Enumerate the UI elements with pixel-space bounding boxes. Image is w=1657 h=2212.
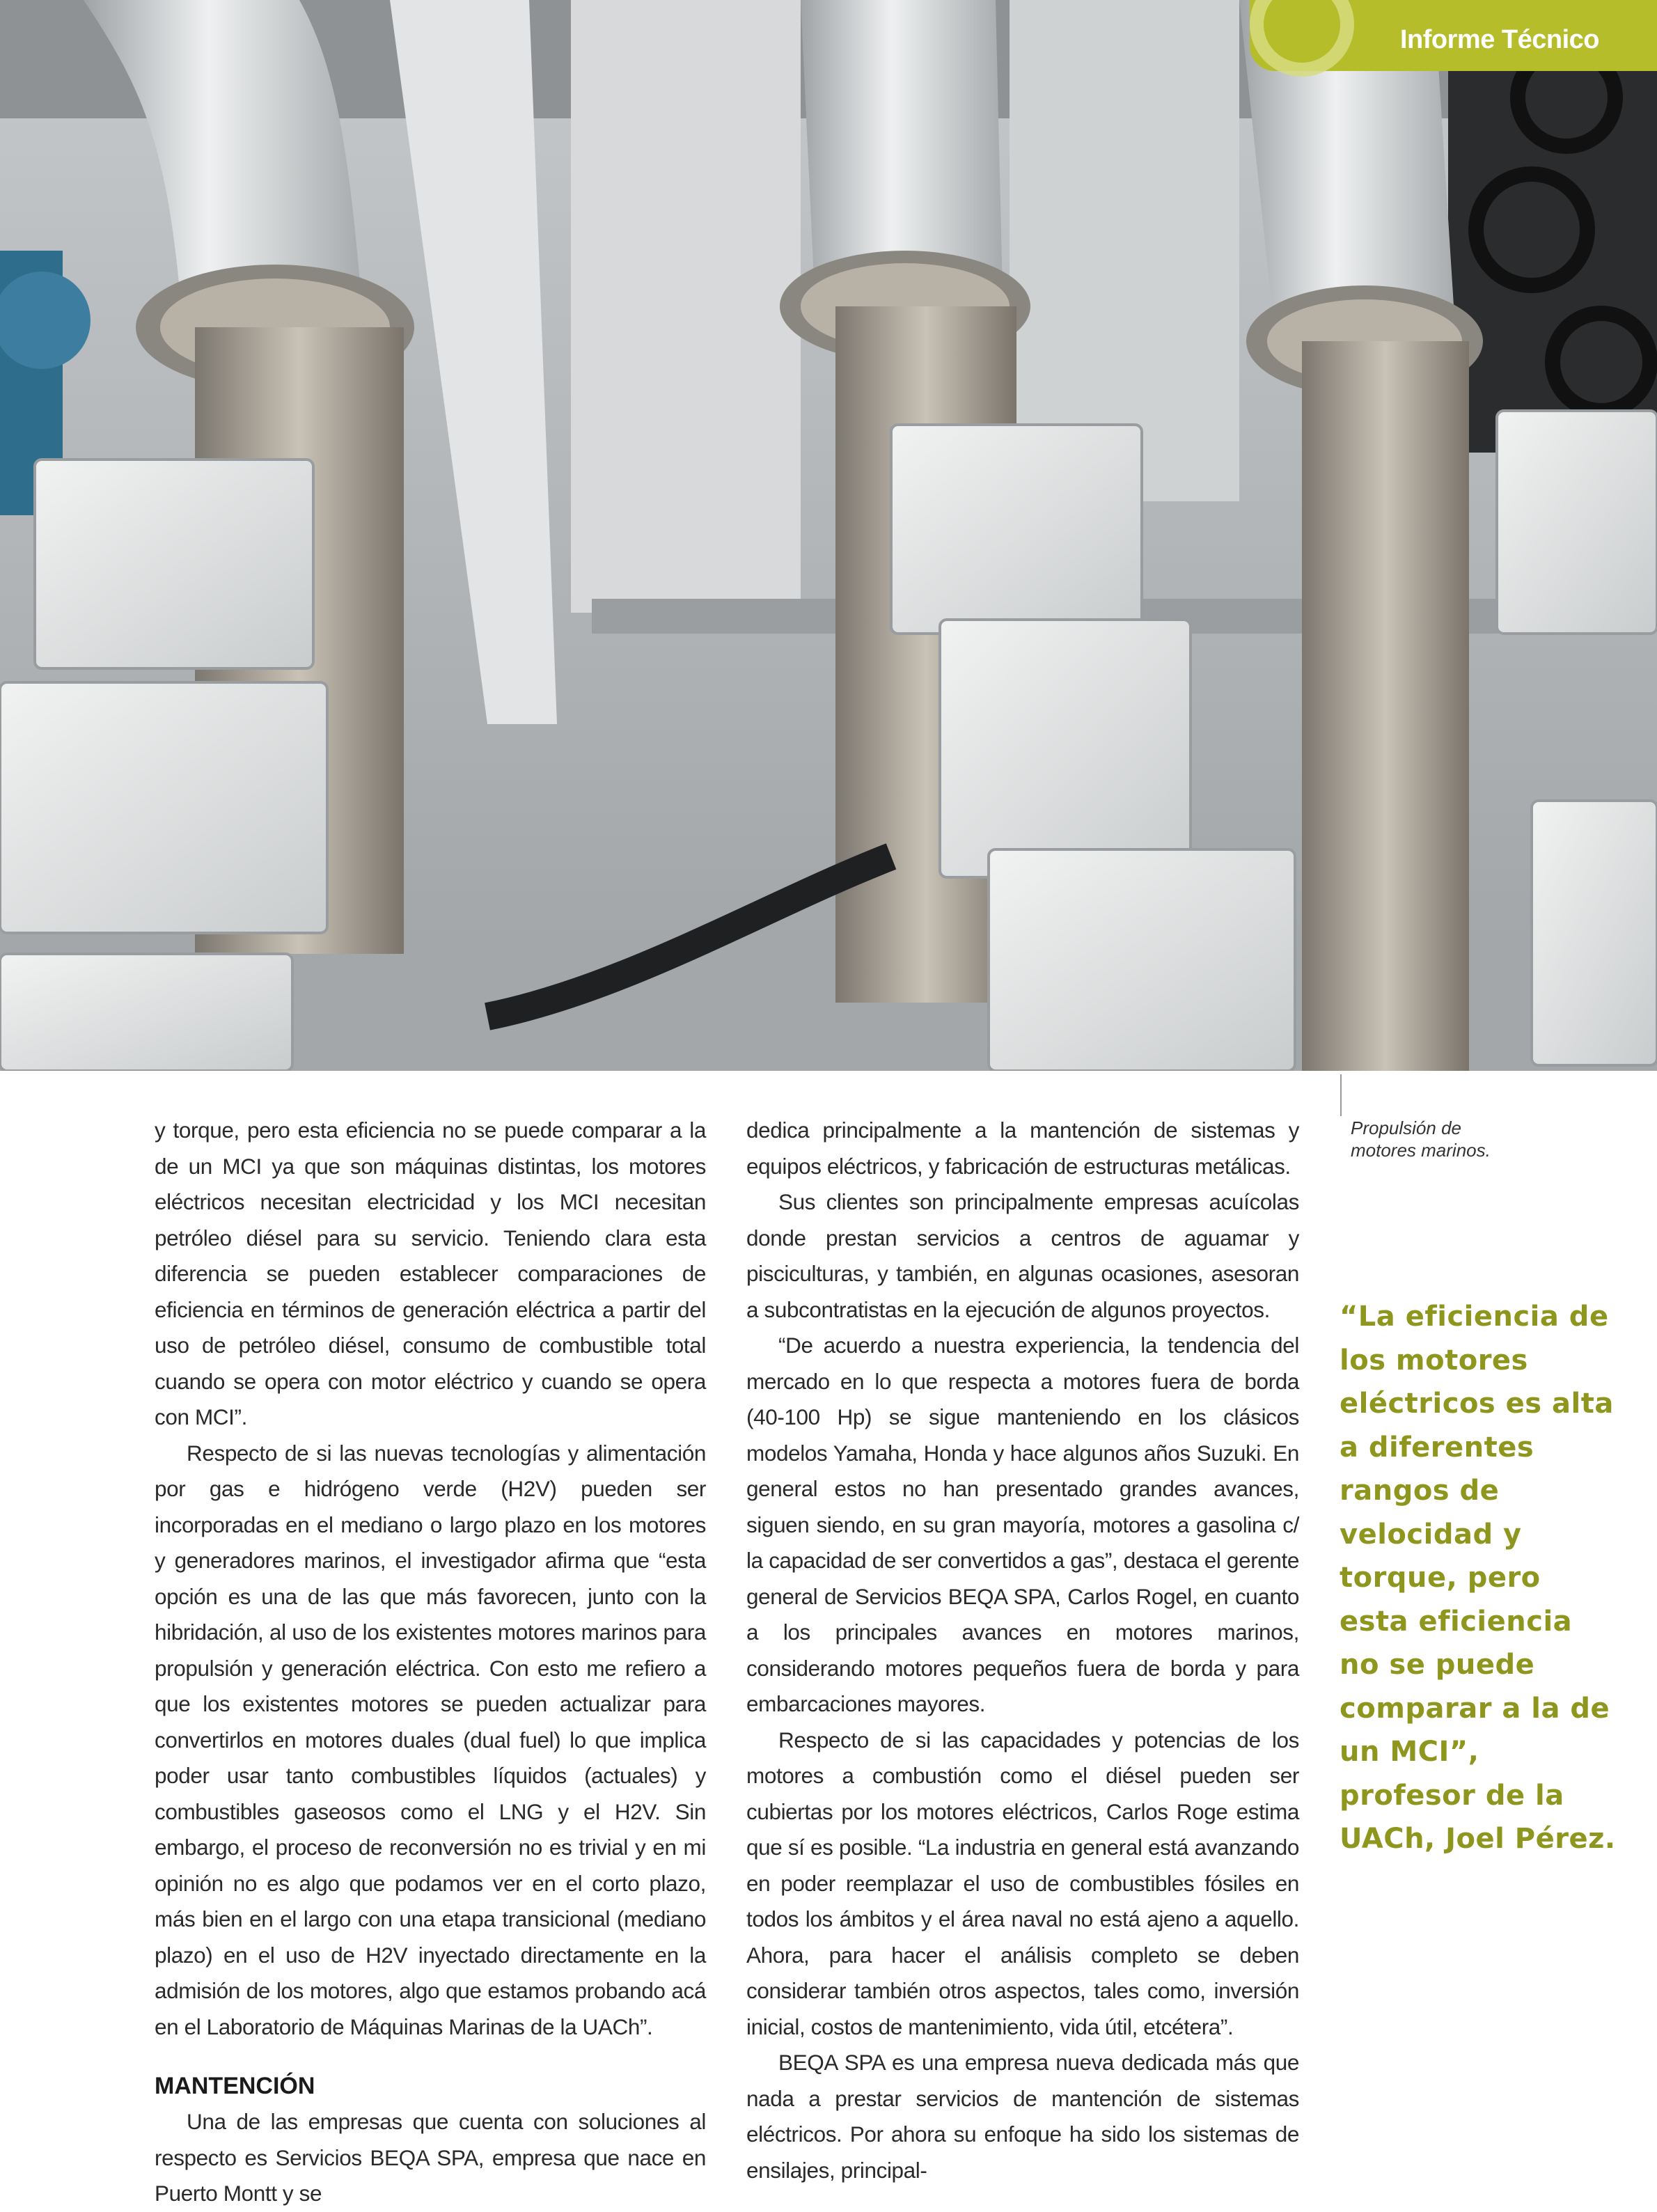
section-tag <box>1250 0 1657 71</box>
engine-room-photo <box>0 0 1657 1071</box>
paragraph: Una de las empresas que cuenta con soluciones al respecto es Servicios BEQA SPA, empresa que nace en Puerto Montt y se <box>155 2109 706 2206</box>
section-logo-icon <box>1250 0 1354 77</box>
paragraph: “De acuerdo a nuestra experiencia, la tendencia del mercado en lo que respecta a motores fuera de borda (40-100 Hp) se sigue manteniendo en los clásicos modelos Yamaha, Honda y hace algunos años Suzuki. En general estos no han presentado grandes avances, siguen siendo, en su gran mayoría, motores a gasolina c/ la capacidad de ser convertidos a gas”, destaca el gerente general de Servicios BEQA SPA, Carlos Rogel, en cuanto a los principales avances en motores marinos, considerando motores pequeños fuera de borda y para embarcaciones mayores. <box>746 1333 1299 1716</box>
text-column-1 <box>155 1113 706 2212</box>
caption-divider <box>1340 1074 1342 1116</box>
section-tag-label: Informe Técnico <box>1400 25 1599 54</box>
section-heading: MANTENCIÓN <box>155 2073 315 2099</box>
paragraph: Sus clientes son principalmente empresas acuícolas donde prestan servicios a centros de aguamar y pisciculturas, y también, en algunas ocasiones, asesoran a subcontratistas en la ejecución de algunos proyectos. <box>746 1189 1299 1322</box>
paragraph: BEQA SPA es una empresa nueva dedicada más que nada a prestar servicios de mantención de sistemas eléctricos. Por ahora su enfoque ha sido los sistemas de ensilajes, principal- <box>746 2050 1299 2183</box>
photo-caption: Propulsión de motores marinos. <box>1351 1117 1491 1161</box>
text-column-2 <box>746 1113 1299 2188</box>
paragraph: dedica principalmente a la mantención de sistemas y equipos eléctricos, y fabricación de estructuras metálicas. <box>746 1117 1299 1179</box>
paragraph: y torque, pero esta eficiencia no se puede comparar a la de un MCI ya que son máquinas distintas, los motores eléctricos necesitan electricidad y los MCI necesitan petróleo diésel para su servicio. Teniendo clara esta diferencia se pueden establecer comparaciones de eficiencia en términos de generación eléctrica a partir del uso de petróleo diésel, consumo de combustible total cuando se opera con motor eléctrico y cuando se opera con MCI”. <box>155 1117 706 1429</box>
engine-room-illustration <box>0 0 1657 1071</box>
pull-quote: “La eficiencia de los motores eléctricos es alta a diferentes rangos de velocidad y torque, pero esta eficiencia no se puede comparar a la de un MCI”, profesor de la UACh, Joel Pérez. <box>1340 1301 1616 1855</box>
paragraph: Respecto de si las capacidades y potencias de los motores a combustión como el diésel pueden ser cubiertas por los motores eléctricos, Carlos Roge estima que sí es posible. “La industria en general está avanzando en poder reemplazar el uso de combustibles fósiles en todos los ámbitos y el área naval no está ajeno a aquello. Ahora, para hacer el análisis completo se deben considerar también otros aspectos, tales como, inversión inicial, costos de mantenimiento, vida útil, etcétera”. <box>746 1727 1299 2039</box>
paragraph: Respecto de si las nuevas tecnologías y alimentación por gas e hidrógeno verde (H2V) pueden ser incorporadas en el mediano o largo plazo en los motores y generadores marinos, el investigador afirma que “esta opción es una de las que más favorecen, junto con la hibridación, al uso de los existentes motores marinos para propulsión y generación eléctrica. Con esto me refiero a que los existentes motores se pueden actualizar para convertirlos en motores duales (dual fuel) lo que implica poder usar tanto combustibles líquidos (actuales) y combustibles gaseosos como el LNG y el H2V. Sin embargo, el proceso de reconversión no es trivial y en mi opinión no es algo que podamos ver en el corto plazo, más bien en el largo con una etapa transicional (mediano plazo) en el uso de H2V inyectado directamente en la admisión de los motores, algo que estamos probando acá en el Laboratorio de Máquinas Marinas de la UACh”. <box>155 1440 706 2039</box>
